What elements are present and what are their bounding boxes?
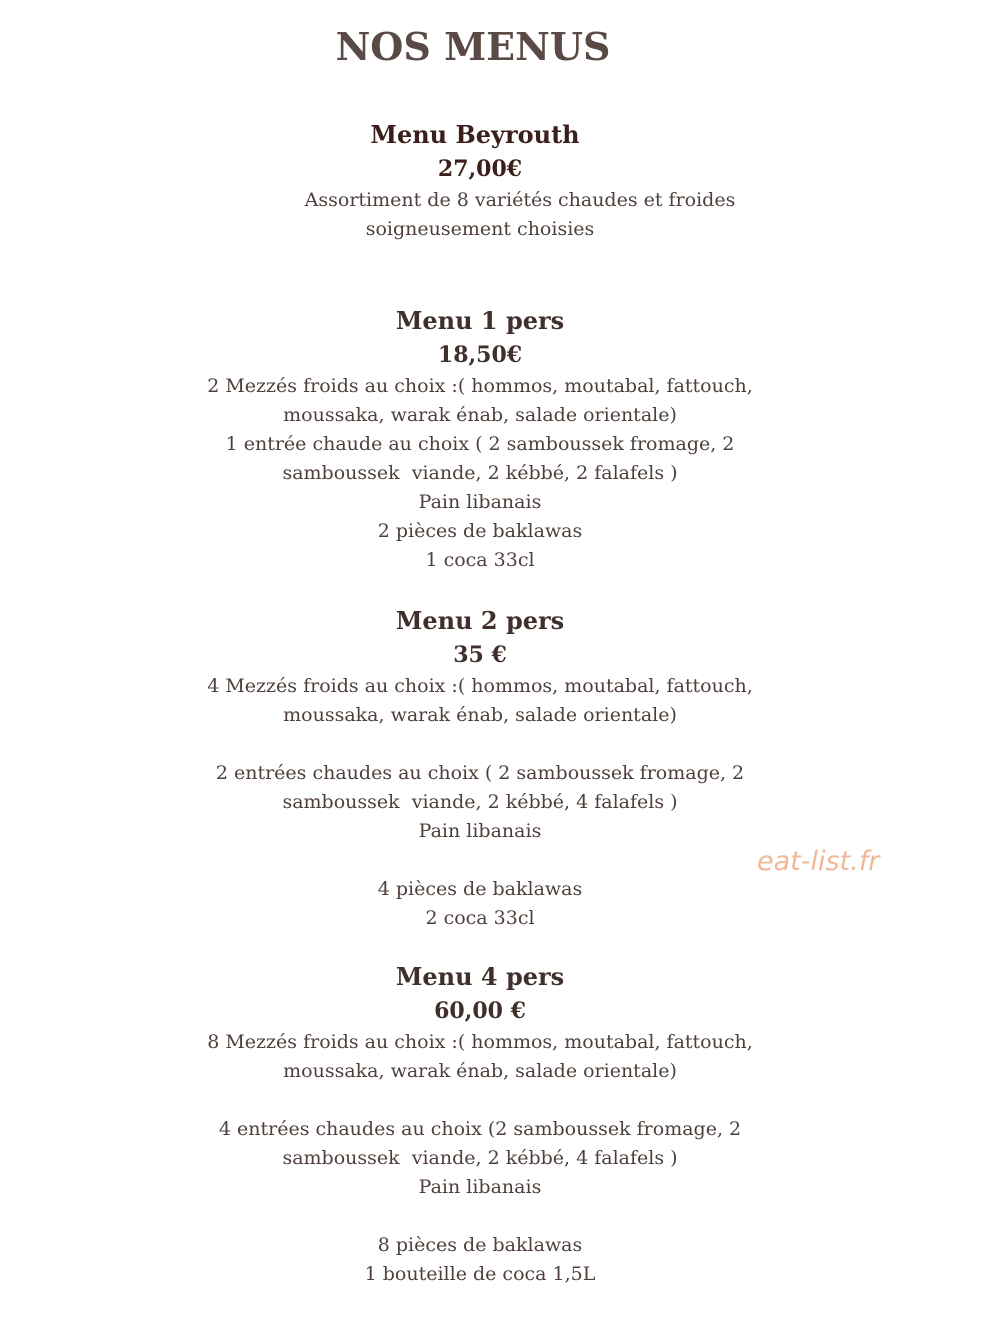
menu-line: Pain libanais bbox=[418, 1176, 542, 1198]
menu-line-spacer bbox=[0, 1202, 960, 1231]
menu-line: 2 coca 33cl bbox=[425, 907, 535, 929]
menu-line: Pain libanais bbox=[418, 491, 542, 513]
menu-section-4-pers bbox=[0, 960, 960, 1289]
menu-line-spacer bbox=[0, 1086, 960, 1115]
menu-line: moussaka, warak énab, salade orientale) bbox=[283, 1060, 677, 1082]
menu-name: Menu 4 pers bbox=[395, 962, 565, 991]
menu-line: moussaka, warak énab, salade orientale) bbox=[283, 404, 677, 426]
menu-name: Menu 1 pers bbox=[395, 306, 565, 335]
menu-line: samboussek viande, 2 kébbé, 4 falafels ) bbox=[282, 1147, 678, 1169]
menu-name: Menu Beyrouth bbox=[370, 120, 580, 149]
page-title: NOS MENUS bbox=[335, 24, 611, 69]
menu-line: samboussek viande, 2 kébbé, 2 falafels ) bbox=[282, 462, 678, 484]
menu-line: samboussek viande, 2 kébbé, 4 falafels ) bbox=[282, 791, 678, 813]
watermark-logo: eat-list.fr bbox=[757, 846, 880, 877]
menu-section-1-pers bbox=[0, 304, 960, 575]
menu-line: 1 coca 33cl bbox=[425, 549, 535, 571]
menu-line: 2 pièces de baklawas bbox=[377, 520, 583, 542]
menu-line: 8 Mezzés froids au choix :( hommos, moutabal, fattouch, bbox=[207, 1031, 753, 1053]
menu-line: Assortiment de 8 variétés chaudes et froides bbox=[304, 189, 736, 211]
menu-price: 35 € bbox=[453, 642, 507, 668]
menu-line: 1 entrée chaude au choix ( 2 samboussek fromage, 2 bbox=[225, 433, 735, 455]
menu-line: Pain libanais bbox=[418, 820, 542, 842]
menu-line: 1 bouteille de coca 1,5L bbox=[364, 1263, 596, 1285]
menu-section-beyrouth bbox=[0, 118, 960, 244]
menu-price: 27,00€ bbox=[437, 156, 523, 182]
menu-price: 60,00 € bbox=[434, 998, 526, 1024]
menu-line: 4 entrées chaudes au choix (2 samboussek fromage, 2 bbox=[218, 1118, 742, 1140]
menu-line: moussaka, warak énab, salade orientale) bbox=[283, 704, 677, 726]
menu-name: Menu 2 pers bbox=[395, 606, 565, 635]
menu-line: soigneusement choisies bbox=[365, 218, 595, 240]
menu-line: 4 pièces de baklawas bbox=[377, 878, 583, 900]
menu-section-2-pers bbox=[0, 604, 960, 933]
menu-line-spacer bbox=[0, 730, 960, 759]
menu-line: 2 entrées chaudes au choix ( 2 samboussek fromage, 2 bbox=[215, 762, 745, 784]
menu-line: 4 Mezzés froids au choix :( hommos, moutabal, fattouch, bbox=[207, 675, 753, 697]
menu-line: 8 pièces de baklawas bbox=[377, 1234, 583, 1256]
menu-price: 18,50€ bbox=[437, 342, 523, 368]
menu-line: 2 Mezzés froids au choix :( hommos, moutabal, fattouch, bbox=[207, 375, 753, 397]
